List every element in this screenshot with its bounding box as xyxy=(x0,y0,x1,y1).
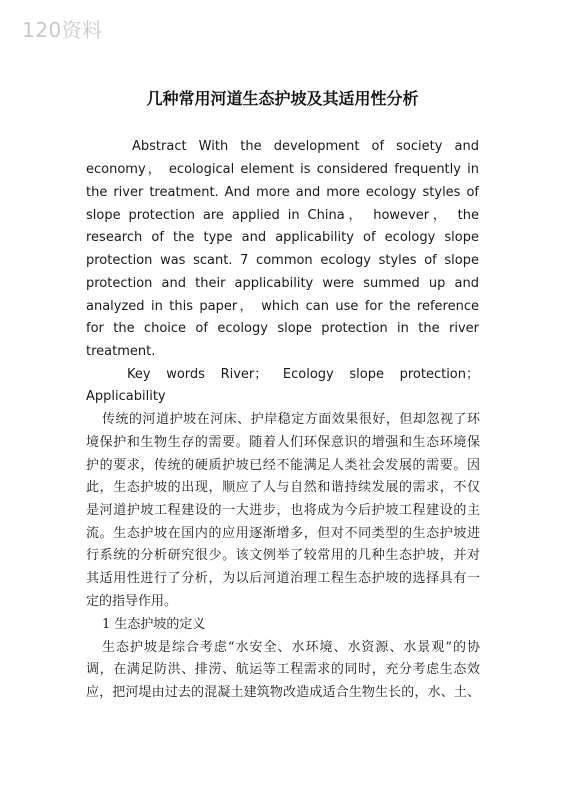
abstract-line: economy， ecological element is considered frequently in xyxy=(86,162,479,177)
abstract-line: for the choice of ecology slope protection in the river xyxy=(86,321,479,336)
abstract-line: analyzed in this paper， which can use for the reference xyxy=(86,299,479,314)
intro-line: 其适用性进行了分析，为以后河道治理工程生态护坡的选择具有一 xyxy=(86,571,480,586)
abstract-line: protection and their applicability were summed up and xyxy=(86,276,479,291)
intro-line: 境保护和生物生存的需要。随着人们环保意识的增强和生态环境保 xyxy=(86,435,480,450)
page-title: 几种常用河道生态护坡及其适用性分析 xyxy=(146,89,419,108)
section-line: 应，把河堤由过去的混凝土建筑物改造成适合生物生长的，水、土、 xyxy=(86,685,480,700)
abstract-line: the river treatment. And more and more ecology styles of xyxy=(86,185,479,200)
abstract-line: research of the type and applicability of ecology slope xyxy=(86,230,479,245)
section-heading: 1 生态护坡的定义 xyxy=(102,617,206,632)
section-line: 调，在满足防洪、排涝、航运等工程需求的同时，充分考虑生态效 xyxy=(86,662,480,677)
keywords-line: Key words River； Ecology slope protection； xyxy=(127,367,479,382)
intro-line: 此，生态护坡的出现，顺应了人与自然和谐持续发展的需求，不仅 xyxy=(86,480,480,495)
abstract-line: protection was scant. 7 common ecology styles of slope xyxy=(86,253,479,268)
watermark: 120资料 xyxy=(22,18,103,42)
keywords-line: Applicability xyxy=(86,389,166,404)
intro-line: 是河道护坡工程建设的一大进步，也将成为今后护坡工程建设的主 xyxy=(86,503,480,518)
abstract-line: treatment. xyxy=(86,344,156,359)
intro-line: 行系统的分析研究很少。该文例举了较常用的几种生态护坡，并对 xyxy=(86,548,480,563)
intro-line: 护的要求，传统的硬质护坡已经不能满足人类社会发展的需要。因 xyxy=(86,458,480,473)
section-line: 生态护坡是综合考虑“水安全、水环境、水资源、水景观”的协 xyxy=(102,640,480,655)
abstract-line: slope protection are applied in China， however， the xyxy=(86,208,479,223)
intro-line: 流。生态护坡在国内的应用逐渐增多，但对不同类型的生态护坡进 xyxy=(86,526,480,541)
intro-line: 传统的河道护坡在河床、护岸稳定方面效果很好，但却忽视了环 xyxy=(102,412,480,427)
intro-line: 定的指导作用。 xyxy=(86,594,178,609)
abstract-line: Abstract With the development of society and xyxy=(132,139,479,154)
